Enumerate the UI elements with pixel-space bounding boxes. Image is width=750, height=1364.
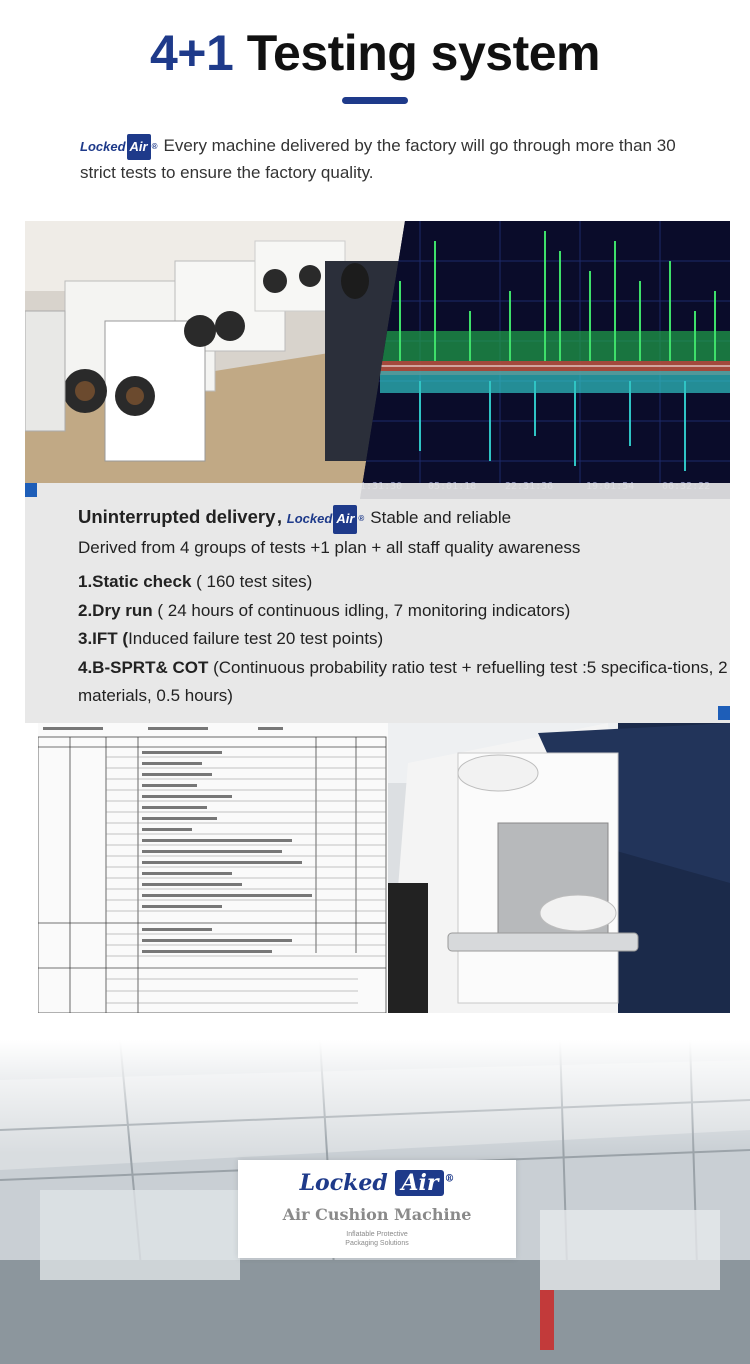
test-item-desc: ( 160 test sites) bbox=[191, 572, 313, 591]
inspection-sheet-illustration bbox=[38, 723, 388, 1013]
test-item-desc: (Continuous probability ratio test + refuelling test :5 specifica-tions, 2 materials, 0.5 hours) bbox=[78, 657, 728, 705]
machine-operator-photo bbox=[388, 723, 730, 1013]
test-item-label: 1.Static check bbox=[78, 572, 192, 591]
tagline-line: Inflatable Protective bbox=[346, 1231, 408, 1238]
operator-illustration bbox=[388, 723, 730, 1013]
intro-text: Every machine delivered by the factory will go through more than 30 strict tests to ensure the factory quality. bbox=[80, 136, 676, 182]
test-item-label: 3.IFT ( bbox=[78, 629, 129, 648]
test-item bbox=[78, 625, 728, 654]
product-name: Air Cushion Machine bbox=[282, 1205, 472, 1224]
intro-paragraph bbox=[80, 133, 680, 186]
panel-subtitle: Derived from 4 groups of tests +1 plan + all staff quality awareness bbox=[78, 537, 581, 557]
panel-heading: Uninterrupted delivery , bbox=[78, 506, 283, 527]
title-accent: 4+1 bbox=[149, 25, 234, 81]
test-item-label: 2.Dry run bbox=[78, 600, 153, 620]
factory-photo bbox=[25, 221, 405, 483]
waveform-monitor bbox=[360, 221, 730, 499]
test-item-desc: Induced failure test 20 test points) bbox=[128, 629, 384, 648]
waveform-illustration bbox=[360, 221, 730, 499]
test-item-desc: ( 24 hours of continuous idling, 7 monitoring indicators) bbox=[152, 600, 571, 620]
test-item-label: 4.B-SPRT& COT bbox=[78, 657, 209, 677]
test-item bbox=[78, 568, 728, 597]
page-title bbox=[0, 24, 750, 82]
inspection-sheet bbox=[38, 723, 388, 1013]
panel-content bbox=[78, 503, 728, 711]
test-item bbox=[78, 597, 728, 626]
locked-air-logo: Locked Air ® bbox=[80, 134, 157, 160]
locked-air-logo: Locked Air ® bbox=[287, 505, 364, 534]
panel-heading-line bbox=[78, 503, 728, 534]
locked-air-logo: Locked Air ® bbox=[299, 1170, 455, 1196]
title-underline bbox=[342, 97, 408, 104]
test-item bbox=[78, 654, 728, 711]
tagline-line: Packaging Solutions bbox=[345, 1240, 409, 1247]
panel-heading-tail: Stable and reliable bbox=[370, 508, 512, 527]
panel-corner-marker bbox=[25, 483, 37, 497]
factory-photo-illustration bbox=[25, 221, 405, 483]
brand-card bbox=[238, 1160, 516, 1258]
product-tagline bbox=[238, 1230, 516, 1248]
title-text: Testing system bbox=[246, 25, 601, 81]
